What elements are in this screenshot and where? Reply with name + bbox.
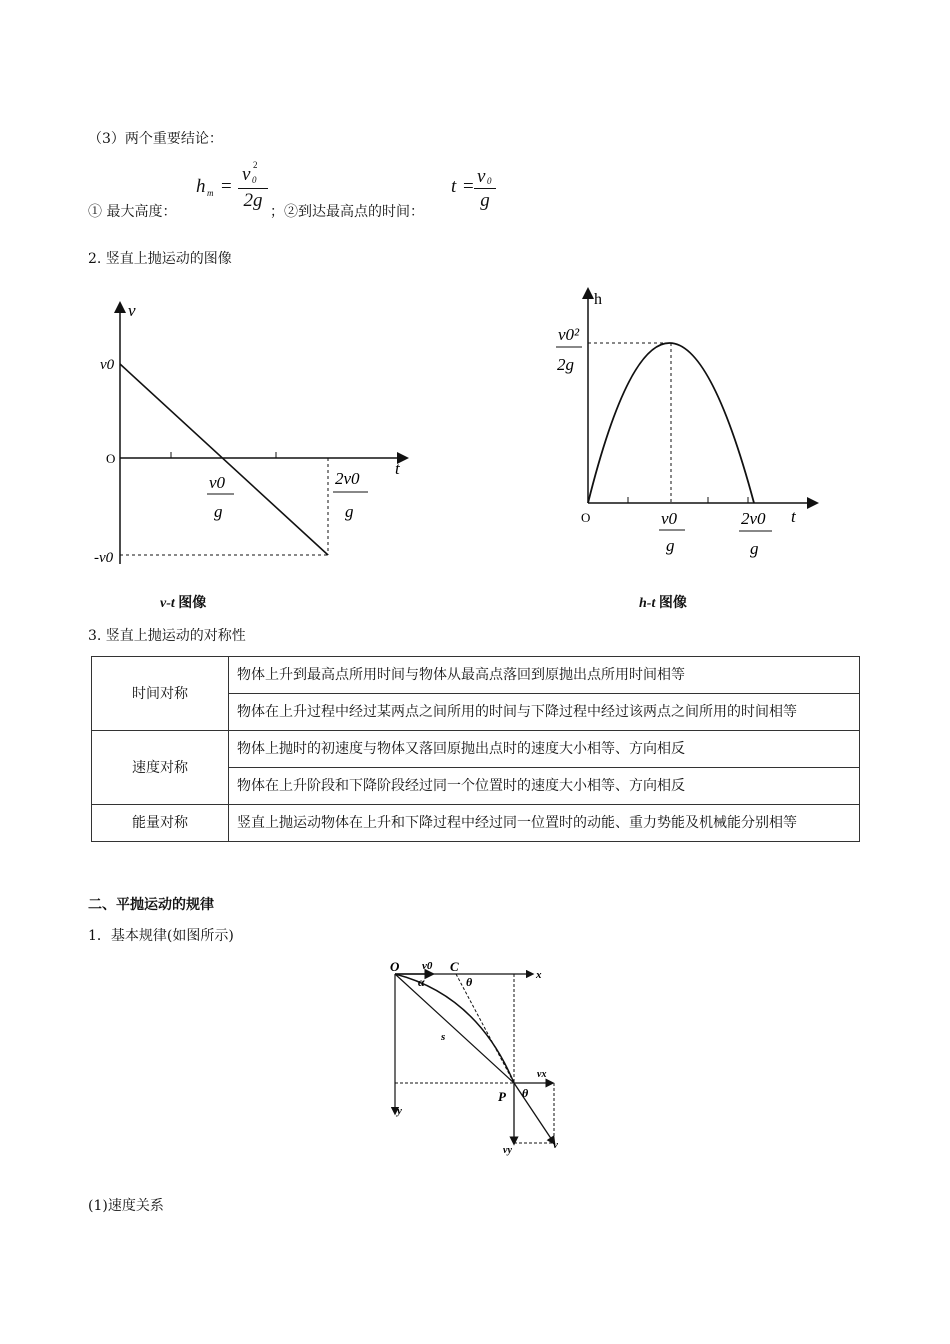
top-time-fraction [474, 166, 496, 213]
label-v: v [553, 1139, 558, 1151]
denominator-g: g [480, 190, 490, 211]
projectile-heading: 二、平抛运动的规律 [88, 897, 214, 913]
equals-sign: = [221, 176, 232, 197]
vt-v0-label: v0 [100, 357, 115, 373]
vt-tick1-num: v0 [209, 473, 226, 492]
description-cell: 物体上升到最高点所用时间与物体从最高点落回到原抛出点所用时间相等 [229, 657, 860, 694]
ht-graph [548, 284, 828, 564]
v-symbol: v [477, 166, 486, 187]
ht-x-label: t [791, 507, 796, 526]
subscript-0: 0 [487, 176, 492, 186]
graphs-heading: 2. 竖直上抛运动的图像 [88, 251, 232, 267]
vt-origin: O [106, 451, 116, 466]
ht-origin: O [581, 510, 591, 525]
equals-sign: = [463, 176, 474, 197]
t-symbol: t [451, 176, 457, 197]
ht-caption-text: 图像 [655, 596, 687, 611]
superscript-2: 2 [253, 160, 258, 170]
vt-y-label: v [128, 301, 136, 320]
ht-caption [639, 592, 687, 612]
vt-neg-v0-label: -v0 [94, 550, 114, 566]
denominator-2g: 2g [243, 190, 263, 211]
projectile-diagram [382, 955, 582, 1165]
ht-tick1-num: v0 [661, 509, 678, 528]
v-arrow [514, 1083, 554, 1143]
label-y: y [397, 1105, 402, 1117]
vt-tick2-num: 2v0 [335, 469, 360, 488]
ht-y-label: h [594, 291, 602, 308]
description-cell: 物体在上升阶段和下降阶段经过同一个位置时的速度大小相等、方向相反 [229, 768, 860, 805]
basic-law-heading: 1．基本规律(如图所示) [88, 928, 234, 944]
label-theta2: θ [522, 1086, 529, 1100]
table-row [92, 805, 860, 842]
hm-symbol: h [196, 176, 206, 197]
label-O: O [390, 959, 400, 974]
max-height-label: ① 最大高度： [88, 204, 177, 220]
table-row [92, 657, 860, 694]
description-cell: 物体在上升过程中经过某两点之间所用的时间与下降过程中经过该两点之间所用的时间相等 [229, 694, 860, 731]
tangent-dashed [456, 974, 514, 1083]
displacement-line [395, 974, 514, 1083]
ht-ymax-num: v0² [558, 325, 580, 344]
ht-tick2-den: g [750, 539, 759, 558]
label-x: x [536, 969, 542, 981]
label-P: P [498, 1089, 506, 1104]
ht-tick1-den: g [666, 536, 675, 555]
label-vx: vx [537, 1069, 547, 1080]
velocity-relation-heading: (1)速度关系 [88, 1198, 164, 1214]
table-row [92, 731, 860, 768]
label-vy: vy [503, 1145, 512, 1156]
category-cell: 速度对称 [92, 731, 229, 805]
label-C: C [450, 959, 459, 974]
description-cell: 竖直上抛运动物体在上升和下降过程中经过同一位置时的动能、重力势能及机械能分别相等 [229, 805, 860, 842]
hm-subscript: m [207, 188, 214, 198]
label-alpha: α [418, 975, 425, 989]
description-cell: 物体上抛时的初速度与物体又落回原抛出点时的速度大小相等、方向相反 [229, 731, 860, 768]
subscript-0: 0 [252, 175, 257, 185]
top-time-label: ；②到达最高点的时间： [270, 204, 424, 220]
symmetry-table [91, 656, 860, 842]
label-s: s [441, 1031, 446, 1043]
v-symbol: v [242, 164, 251, 185]
category-cell: 时间对称 [92, 657, 229, 731]
vt-caption-var: v-t [160, 596, 175, 611]
vt-tick2-den: g [345, 502, 354, 521]
ht-caption-var: h-t [639, 596, 656, 611]
vt-graph [88, 292, 428, 582]
symmetry-heading: 3. 竖直上抛运动的对称性 [88, 628, 246, 644]
vt-velocity-line [120, 364, 328, 555]
ht-tick2-num: 2v0 [741, 509, 766, 528]
max-height-fraction [238, 160, 268, 213]
conclusions-heading: （3）两个重要结论： [88, 131, 223, 147]
vt-caption-text: 图像 [174, 596, 207, 611]
category-cell: 能量对称 [92, 805, 229, 842]
vt-caption [160, 592, 206, 612]
label-v0: v0 [422, 960, 433, 972]
vt-x-label: t [395, 459, 400, 478]
vt-tick1-den: g [214, 502, 223, 521]
ht-ymax-den: 2g [557, 355, 574, 374]
label-theta1: θ [466, 975, 473, 989]
